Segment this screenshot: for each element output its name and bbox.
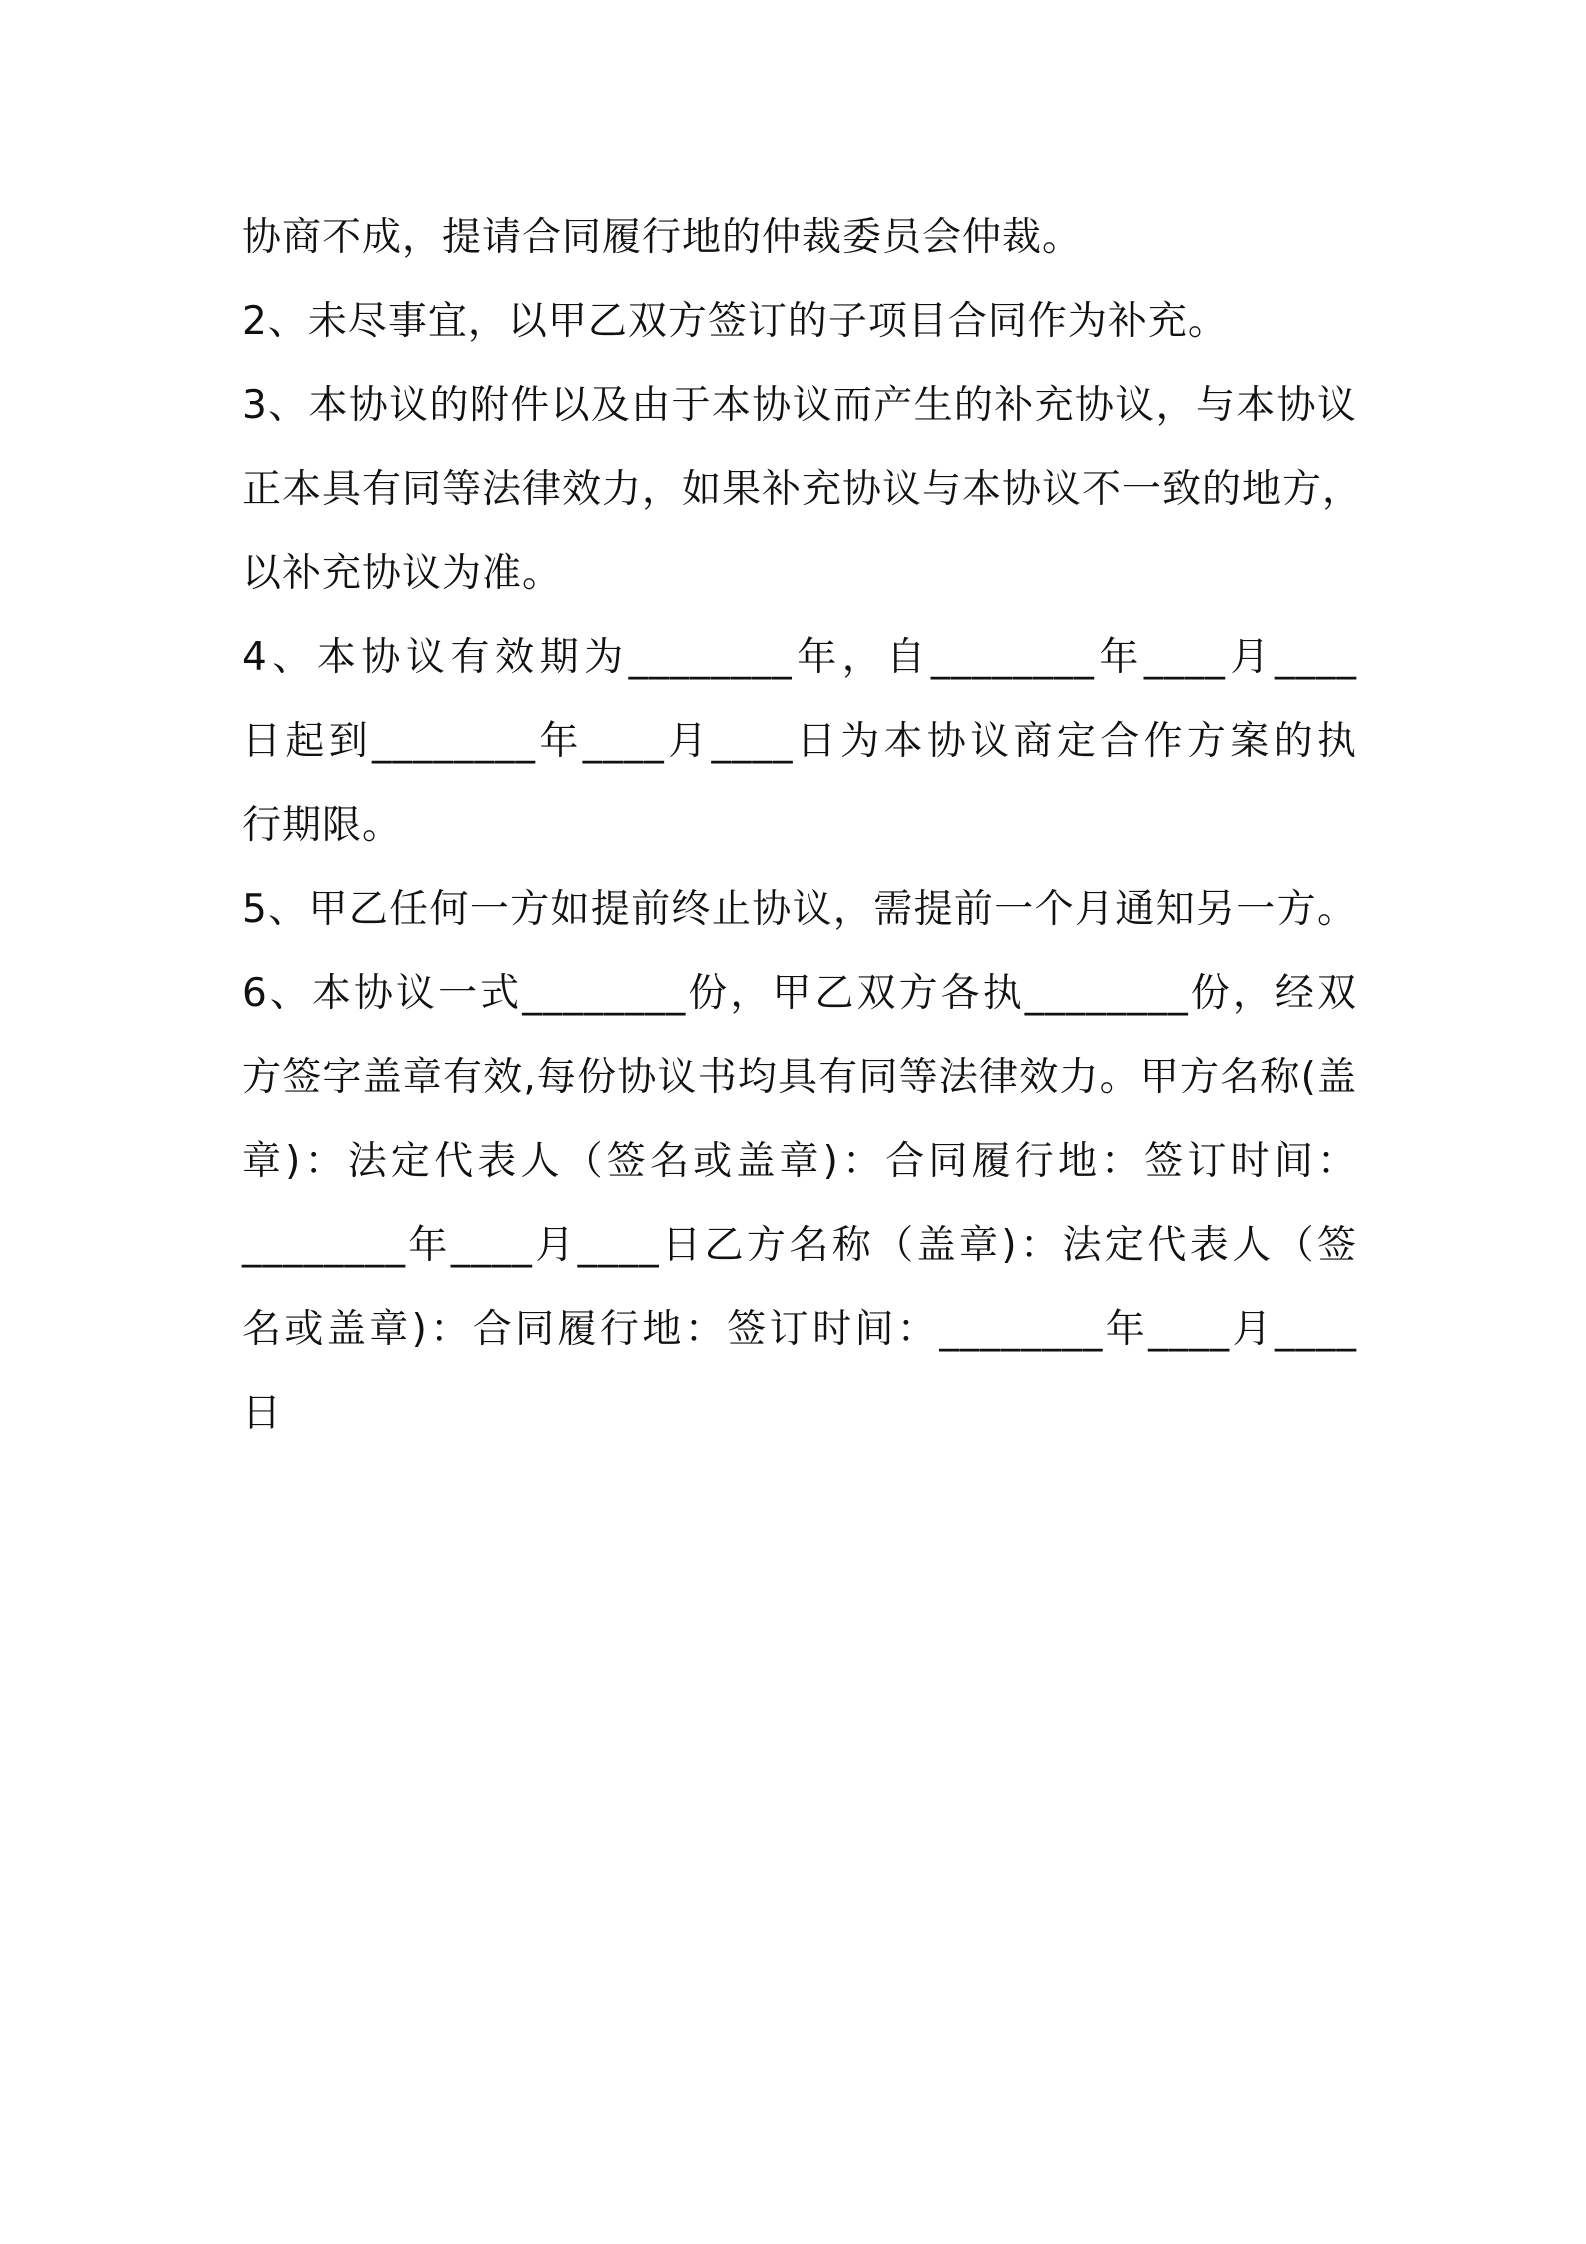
text-line-1: 协商不成，提请合同履行地的仲裁委员会仲裁。 <box>242 215 1083 260</box>
text-line-8: 行期限。 <box>242 803 403 848</box>
text-line-3: 3、本协议的附件以及由于本协议而产生的补充协议，与本协议 <box>242 383 1357 428</box>
text-line-2: 2、未尽事宜，以甲乙双方签订的子项目合同作为补充。 <box>242 299 1228 344</box>
text-line-10: 6、本协议一式________份，甲乙双方各执________份，经双 <box>242 971 1357 1016</box>
text-line-7: 日起到________年____月____日为本协议商定合作方案的执 <box>242 719 1357 764</box>
text-line-5: 以补充协议为准。 <box>242 551 563 596</box>
text-line-15: 日 <box>242 1391 283 1436</box>
document-body <box>242 196 1363 1456</box>
text-line-12: 章)：法定代表人（签名或盖章)：合同履行地：签订时间： <box>242 1139 1357 1184</box>
text-line-6: 4、本协议有效期为________年，自________年____月____ <box>242 635 1357 680</box>
text-line-13: ________年____月____日乙方名称（盖章)：法定代表人（签 <box>242 1223 1357 1268</box>
text-line-11: 方签字盖章有效,每份协议书均具有同等法律效力。甲方名称(盖 <box>242 1055 1357 1100</box>
text-line-14: 名或盖章)：合同履行地：签订时间：________年____月____ <box>242 1307 1357 1352</box>
text-line-4: 正本具有同等法律效力，如果补充协议与本协议不一致的地方， <box>242 467 1363 512</box>
text-line-9: 5、甲乙任何一方如提前终止协议，需提前一个月通知另一方。 <box>242 887 1357 932</box>
